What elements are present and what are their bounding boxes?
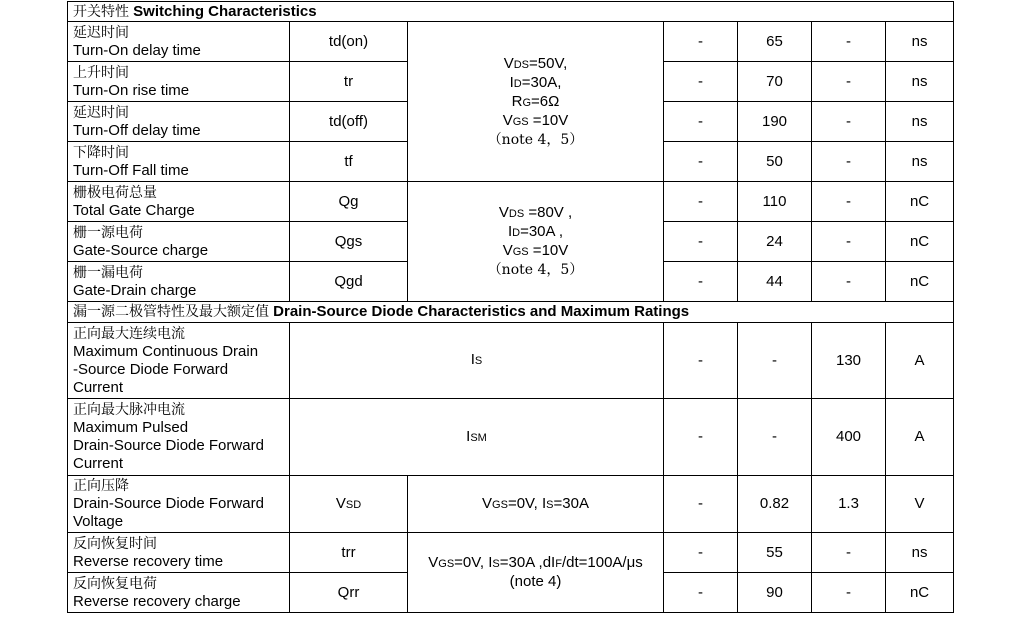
switching-section-title xyxy=(68,2,954,22)
unit-cell: ns xyxy=(886,142,954,182)
param-en: Current xyxy=(73,455,124,472)
param-zh: 延迟时间 xyxy=(73,24,129,41)
typ-cell: - xyxy=(738,399,812,476)
param-zh: 正向最大脉冲电流 xyxy=(73,402,185,418)
diode-section-title xyxy=(68,302,954,323)
cond-vgs: VGS =10V xyxy=(502,242,569,259)
param-cell xyxy=(68,262,290,302)
max-cell: - xyxy=(812,102,886,142)
symbol-cell: Qg xyxy=(290,182,408,222)
param-cell xyxy=(68,476,290,533)
param-cell xyxy=(68,533,290,573)
symbol-cell: Qgd xyxy=(290,262,408,302)
switching-section-header xyxy=(68,2,954,22)
min-cell: - xyxy=(664,182,738,222)
unit-cell: nC xyxy=(886,222,954,262)
param-en: Current xyxy=(73,378,124,396)
unit-cell: nC xyxy=(886,573,954,613)
unit-cell: nC xyxy=(886,182,954,222)
cond-note: （note 4，5） xyxy=(487,131,584,148)
max-cell: - xyxy=(812,62,886,102)
unit-cell: A xyxy=(886,399,954,476)
typ-cell: 190 xyxy=(738,102,812,142)
max-cell: 130 xyxy=(812,323,886,399)
max-cell: - xyxy=(812,573,886,613)
symbol-cell: Qgs xyxy=(290,222,408,262)
unit-cell: ns xyxy=(886,102,954,142)
table-row xyxy=(68,22,954,62)
unit-cell: A xyxy=(886,323,954,399)
conditions-cell: VGS=0V, IS=30A xyxy=(408,476,664,533)
cond-rg: RG=6Ω xyxy=(511,92,560,110)
param-cell xyxy=(68,142,290,182)
max-cell: - xyxy=(812,262,886,302)
param-cell xyxy=(68,399,290,476)
typ-cell: 55 xyxy=(738,533,812,573)
typ-cell: 44 xyxy=(738,262,812,302)
param-en: Total Gate Charge xyxy=(73,201,195,219)
param-en: Turn-On delay time xyxy=(73,41,201,59)
param-en: Reverse recovery time xyxy=(73,552,224,570)
min-cell: - xyxy=(664,222,738,262)
param-zh: 延迟时间 xyxy=(73,104,129,121)
min-cell: - xyxy=(664,399,738,476)
symbol-cell: td(on) xyxy=(290,22,408,62)
min-cell: - xyxy=(664,22,738,62)
param-en: Voltage xyxy=(73,513,124,530)
typ-cell: 65 xyxy=(738,22,812,62)
cond-vgs: VGS =10V xyxy=(502,111,569,129)
symbol-cell: tr xyxy=(290,62,408,102)
max-cell: - xyxy=(812,222,886,262)
unit-cell: ns xyxy=(886,22,954,62)
cond-vds: VDS=50V, xyxy=(503,54,568,72)
typ-cell: 90 xyxy=(738,573,812,613)
typ-cell: 50 xyxy=(738,142,812,182)
symbol-cell: td(off) xyxy=(290,102,408,142)
min-cell: - xyxy=(664,323,738,399)
cond-note: （note 4，5） xyxy=(487,262,584,278)
min-cell: - xyxy=(664,262,738,302)
param-zh: 正向压降 xyxy=(73,478,129,494)
diode-section-header xyxy=(68,302,954,323)
max-cell: 1.3 xyxy=(812,476,886,533)
typ-cell: 24 xyxy=(738,222,812,262)
param-cell xyxy=(68,222,290,262)
max-cell: 400 xyxy=(812,399,886,476)
unit-cell: ns xyxy=(886,62,954,102)
param-en: Drain-Source Diode Forward xyxy=(73,495,264,512)
param-cell xyxy=(68,22,290,62)
min-cell: - xyxy=(664,573,738,613)
max-cell: - xyxy=(812,182,886,222)
param-cell xyxy=(68,323,290,399)
param-cell xyxy=(68,102,290,142)
cond-rr: VGS=0V, IS=30A ,dIF/dt=100A/μs xyxy=(428,554,643,571)
max-cell: - xyxy=(812,142,886,182)
param-en: Maximum Pulsed xyxy=(73,419,189,436)
table-row xyxy=(68,476,954,533)
param-zh: 反向恢复时间 xyxy=(73,535,157,552)
param-zh: 栅一漏电荷 xyxy=(73,264,143,281)
param-cell xyxy=(68,573,290,613)
param-zh: 上升时间 xyxy=(73,64,129,81)
unit-cell: V xyxy=(886,476,954,533)
unit-cell: ns xyxy=(886,533,954,573)
cond-vds: VDS =80V , xyxy=(498,204,573,221)
cond-id: ID=30A, xyxy=(509,73,562,91)
param-en: Reverse recovery charge xyxy=(73,592,241,610)
cond-id: ID=30A , xyxy=(507,223,564,240)
param-en: Drain-Source Diode Forward xyxy=(73,437,264,454)
min-cell: - xyxy=(664,533,738,573)
typ-cell: - xyxy=(738,323,812,399)
conditions-cell xyxy=(408,182,664,302)
max-cell: - xyxy=(812,22,886,62)
param-en: -Source Diode Forward xyxy=(73,360,229,378)
param-zh: 栅一源电荷 xyxy=(73,224,143,241)
param-zh: 反向恢复电荷 xyxy=(73,575,157,592)
section-title-zh: 开关特性 xyxy=(73,3,129,20)
spec-table xyxy=(67,1,954,613)
param-en: Maximum Continuous Drain xyxy=(73,342,259,360)
section-title-en: Drain-Source Diode Characteristics and Maximum Ratings xyxy=(273,303,690,320)
min-cell: - xyxy=(664,102,738,142)
typ-cell: 110 xyxy=(738,182,812,222)
section-title-zh: 漏一源二极管特性及最大额定值 xyxy=(73,304,269,320)
param-en: Turn-Off delay time xyxy=(73,121,201,139)
param-zh: 栅极电荷总量 xyxy=(73,184,157,201)
symbol-cell: trr xyxy=(290,533,408,573)
typ-cell: 70 xyxy=(738,62,812,102)
param-en: Turn-On rise time xyxy=(73,81,190,99)
symbol-cell: Qrr xyxy=(290,573,408,613)
min-cell: - xyxy=(664,62,738,102)
conditions-cell xyxy=(408,22,664,182)
section-title-en: Switching Characteristics xyxy=(133,2,317,20)
max-cell: - xyxy=(812,533,886,573)
unit-cell: nC xyxy=(886,262,954,302)
table-row xyxy=(68,182,954,222)
table-row xyxy=(68,533,954,573)
symbol-cell: IS xyxy=(290,323,664,399)
param-cell xyxy=(68,182,290,222)
cond-note: (note 4) xyxy=(509,573,562,590)
param-zh: 正向最大连续电流 xyxy=(73,325,185,342)
param-en: Turn-Off Fall time xyxy=(73,161,189,179)
param-en: Gate-Drain charge xyxy=(73,281,197,299)
min-cell: - xyxy=(664,476,738,533)
table-row xyxy=(68,323,954,399)
conditions-cell xyxy=(408,533,664,613)
table-row xyxy=(68,399,954,476)
typ-cell: 0.82 xyxy=(738,476,812,533)
symbol-cell: ISM xyxy=(290,399,664,476)
param-cell xyxy=(68,62,290,102)
symbol-cell: tf xyxy=(290,142,408,182)
param-zh: 下降时间 xyxy=(73,144,129,161)
min-cell: - xyxy=(664,142,738,182)
param-en: Gate-Source charge xyxy=(73,241,209,259)
symbol-cell: VSD xyxy=(290,476,408,533)
